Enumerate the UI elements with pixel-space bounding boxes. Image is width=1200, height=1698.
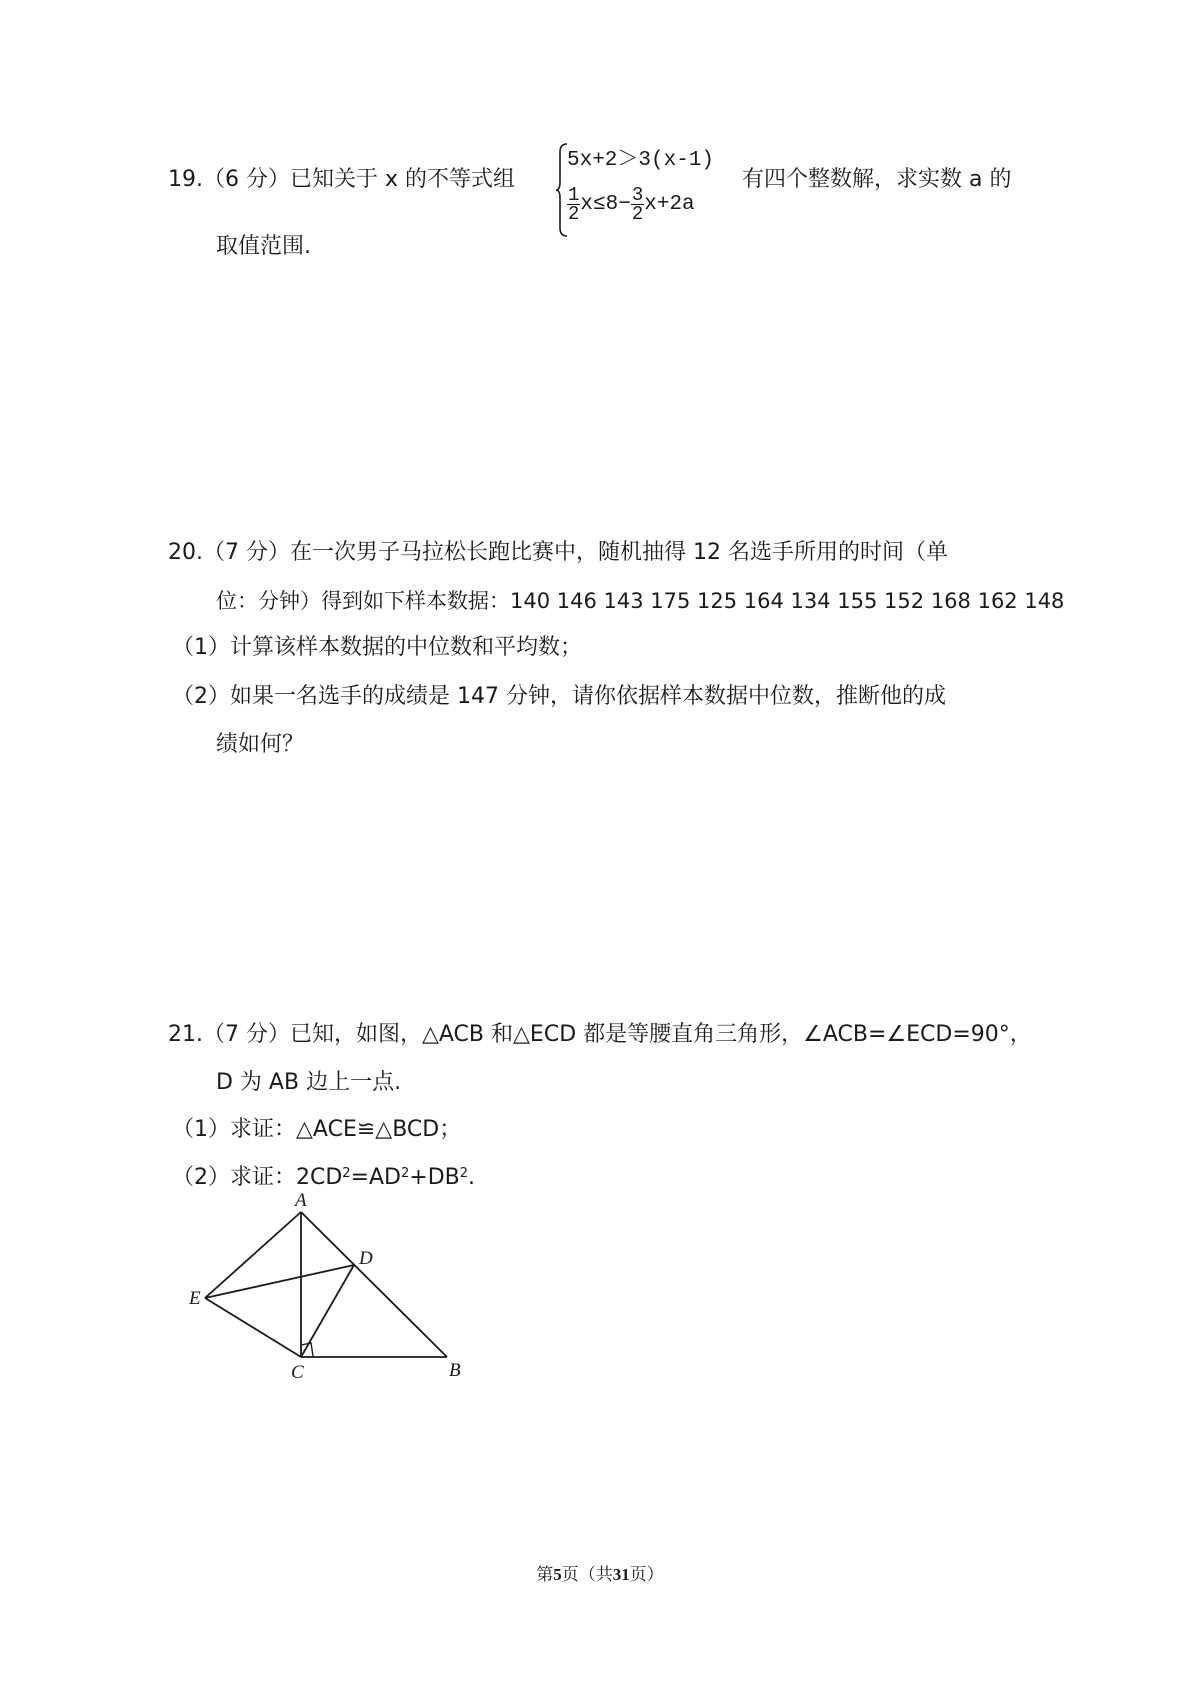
segment-ec — [205, 1298, 301, 1357]
segment-ab — [301, 1212, 447, 1357]
triangle-figure — [175, 1190, 475, 1385]
segment-ed — [205, 1265, 354, 1298]
label-e: E — [189, 1288, 201, 1309]
label-c: C — [291, 1362, 304, 1383]
q21-part1: （1）求证：△ACE≌△BCD； — [172, 1117, 462, 1142]
q19-text-after: 有四个整数解，求实数 a 的 — [742, 167, 1012, 192]
page-number: 5 — [553, 1565, 562, 1584]
label-d: D — [359, 1248, 373, 1269]
fraction-half: $\frac{1}{2}$ — [568, 184, 580, 225]
page-total: 31 — [612, 1565, 630, 1584]
q20-line2: 位：分钟）得到如下样本数据：140 146 143 175 125 164 134 155 152 168 162 148 — [216, 589, 1065, 613]
q19-inequality-2: $\frac{1}{2}$ x≤8− $\frac{3}{2}$ x+2a — [568, 184, 695, 225]
q19-line1 — [168, 165, 515, 195]
q20-part2-line1: （2）如果一名选手的成绩是 147 分钟，请你依据样本数据中位数，推断他的成 — [172, 684, 946, 709]
q19-inequality-system — [555, 140, 735, 240]
q21-part2: （2）求证：$2CD^2=AD^2+DB^2$. — [172, 1165, 476, 1190]
fraction-three-halves: $\frac{3}{2}$ — [631, 184, 644, 225]
q19-line2: 取值范围. — [216, 234, 311, 259]
q19-text-before: 19.（6 分）已知关于 x 的不等式组 — [168, 167, 515, 192]
q20-part2-line2: 绩如何？ — [216, 732, 305, 757]
q20-part1: （1）计算该样本数据的中位数和平均数； — [172, 635, 582, 660]
q20-line1: 20.（7 分）在一次男子马拉松长跑比赛中，随机抽得 12 名选手所用的时间（单 — [168, 540, 948, 565]
q19-inequality-1: 5x+2＞3(x-1) — [567, 149, 715, 172]
page-footer: 第5页（共31页） — [536, 1565, 664, 1585]
label-b: B — [449, 1360, 461, 1381]
label-a: A — [295, 1190, 307, 1211]
segment-ea — [205, 1212, 301, 1298]
q21-line1: 21.（7 分）已知，如图，△ACB 和△ECD 都是等腰直角三角形，∠ACB=∠ECD=90°， — [168, 1022, 1032, 1047]
q21-line2: D 为 AB 边上一点. — [216, 1070, 402, 1095]
